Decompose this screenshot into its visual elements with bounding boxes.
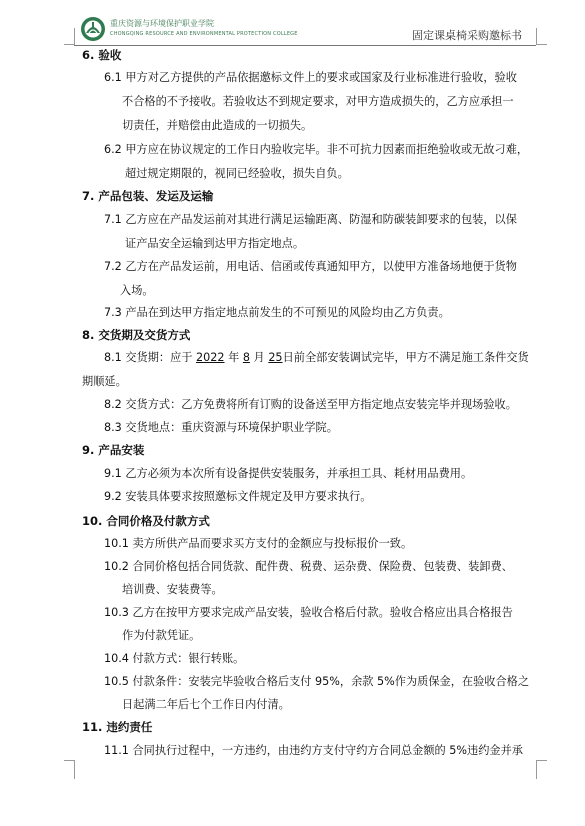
crop-mark-bottom-left bbox=[64, 760, 75, 779]
document-title: 固定课桌椅采购邀标书 bbox=[412, 29, 522, 42]
year-char: 年 bbox=[228, 351, 240, 364]
paragraph-line: 8.2 交货方式：乙方免费将所有订购的设备送至甲方指定地点安装完毕并现场验收。 bbox=[104, 398, 517, 411]
delivery-suffix: 日前全部安装调试完毕，甲方不满足施工条件交货 bbox=[282, 351, 529, 364]
section-heading-9: 9. 产品安装 bbox=[82, 443, 145, 457]
paragraph-line: 7.3 产品在到达甲方指定地点前发生的不可预见的风险均由乙方负责。 bbox=[104, 306, 450, 319]
paragraph-line: 超过规定期限的，视同已经验收，损失自负。 bbox=[125, 167, 349, 180]
delivery-year: 2022 bbox=[196, 351, 225, 364]
page-header bbox=[74, 14, 536, 46]
paragraph-line: 证产品安全运输到达甲方指定地点。 bbox=[125, 237, 305, 250]
delivery-month: 8 bbox=[242, 351, 250, 364]
school-name-en: CHONGQING RESOURCE AND ENVIRONMENTAL PROTECTION COLLEGE bbox=[110, 31, 298, 37]
section-heading-10: 10. 合同价格及付款方式 bbox=[82, 514, 210, 528]
section-heading-6: 6. 验收 bbox=[82, 48, 122, 62]
crop-mark-top-right bbox=[536, 28, 547, 45]
paragraph-line: 6.1 甲方对乙方提供的产品依据邀标文件上的要求或国家及行业标准进行验收，验收 bbox=[104, 71, 517, 84]
section-heading-8: 8. 交货期及交货方式 bbox=[82, 328, 191, 342]
paragraph-line: 9.1 乙方必须为本次所有设备提供安装服务，并承担工具、耗材用品费用。 bbox=[104, 467, 473, 480]
paragraph-line: 10.3 乙方在按甲方要求完成产品安装，验收合格后付款。验收合格应出具合格报告 bbox=[104, 606, 513, 619]
paragraph-line: 10.1 卖方所供产品而要求买方支付的金额应与投标报价一致。 bbox=[104, 537, 413, 550]
college-logo bbox=[80, 16, 298, 42]
paragraph-line: 期顺延。 bbox=[82, 375, 127, 388]
section-heading-11: 11. 违约责任 bbox=[82, 720, 153, 734]
paragraph-line: 7.2 乙方在产品发运前，用电话、信函或传真通知甲方，以使甲方准备场地便于货物 bbox=[104, 260, 517, 273]
header-rule bbox=[74, 45, 536, 46]
paragraph-line: 10.5 付款条件：安装完毕验收合格后支付 95%，余款 5%作为质保金，在验收合格之 bbox=[104, 675, 530, 688]
paragraph-line: 日起满二年后七个工作日内付清。 bbox=[122, 698, 290, 711]
section-heading-7: 7. 产品包装、发运及运输 bbox=[82, 189, 214, 203]
paragraph-line: 9.2 安装具体要求按照邀标文件规定及甲方要求执行。 bbox=[104, 490, 372, 503]
crop-mark-bottom-right bbox=[536, 760, 547, 779]
paragraph-line: 6.2 甲方应在协议规定的工作日内验收完毕。非不可抗力因素而拒绝验收或无故刁难， bbox=[104, 143, 529, 156]
delivery-day: 25 bbox=[268, 351, 283, 364]
paragraph-line: 7.1 乙方应在产品发运前对其进行满足运输距离、防湿和防碳装卸要求的包装，以保 bbox=[104, 213, 517, 226]
paragraph-line: 10.4 付款方式：银行转账。 bbox=[104, 652, 245, 665]
school-name: 重庆资源与环境保护职业学院 bbox=[110, 19, 214, 28]
paragraph-line: 8.3 交货地点：重庆资源与环境保护职业学院。 bbox=[104, 421, 338, 434]
delivery-prefix: 8.1 交货期：应于 bbox=[104, 351, 193, 364]
paragraph-line: 不合格的不予接收。若验收达不到规定要求，对甲方造成损失的，乙方应承担一 bbox=[122, 95, 514, 108]
paragraph-line: 切责任，并赔偿由此造成的一切损失。 bbox=[122, 119, 313, 132]
paragraph-line: 培训费、安装费等。 bbox=[122, 583, 223, 596]
paragraph-line: 作为付款凭证。 bbox=[122, 629, 201, 642]
paragraph-line: 入场。 bbox=[120, 284, 154, 297]
college-emblem-icon bbox=[80, 16, 106, 42]
paragraph-line-delivery-date bbox=[104, 351, 529, 365]
paragraph-line: 10.2 合同价格包括合同货款、配件费、税费、运杂费、保险费、包装费、装卸费、 bbox=[104, 560, 513, 573]
paragraph-line: 11.1 合同执行过程中，一方违约，由违约方支付守约方合同总金额的 5%违约金并承 bbox=[104, 744, 523, 757]
month-char: 月 bbox=[253, 351, 265, 364]
